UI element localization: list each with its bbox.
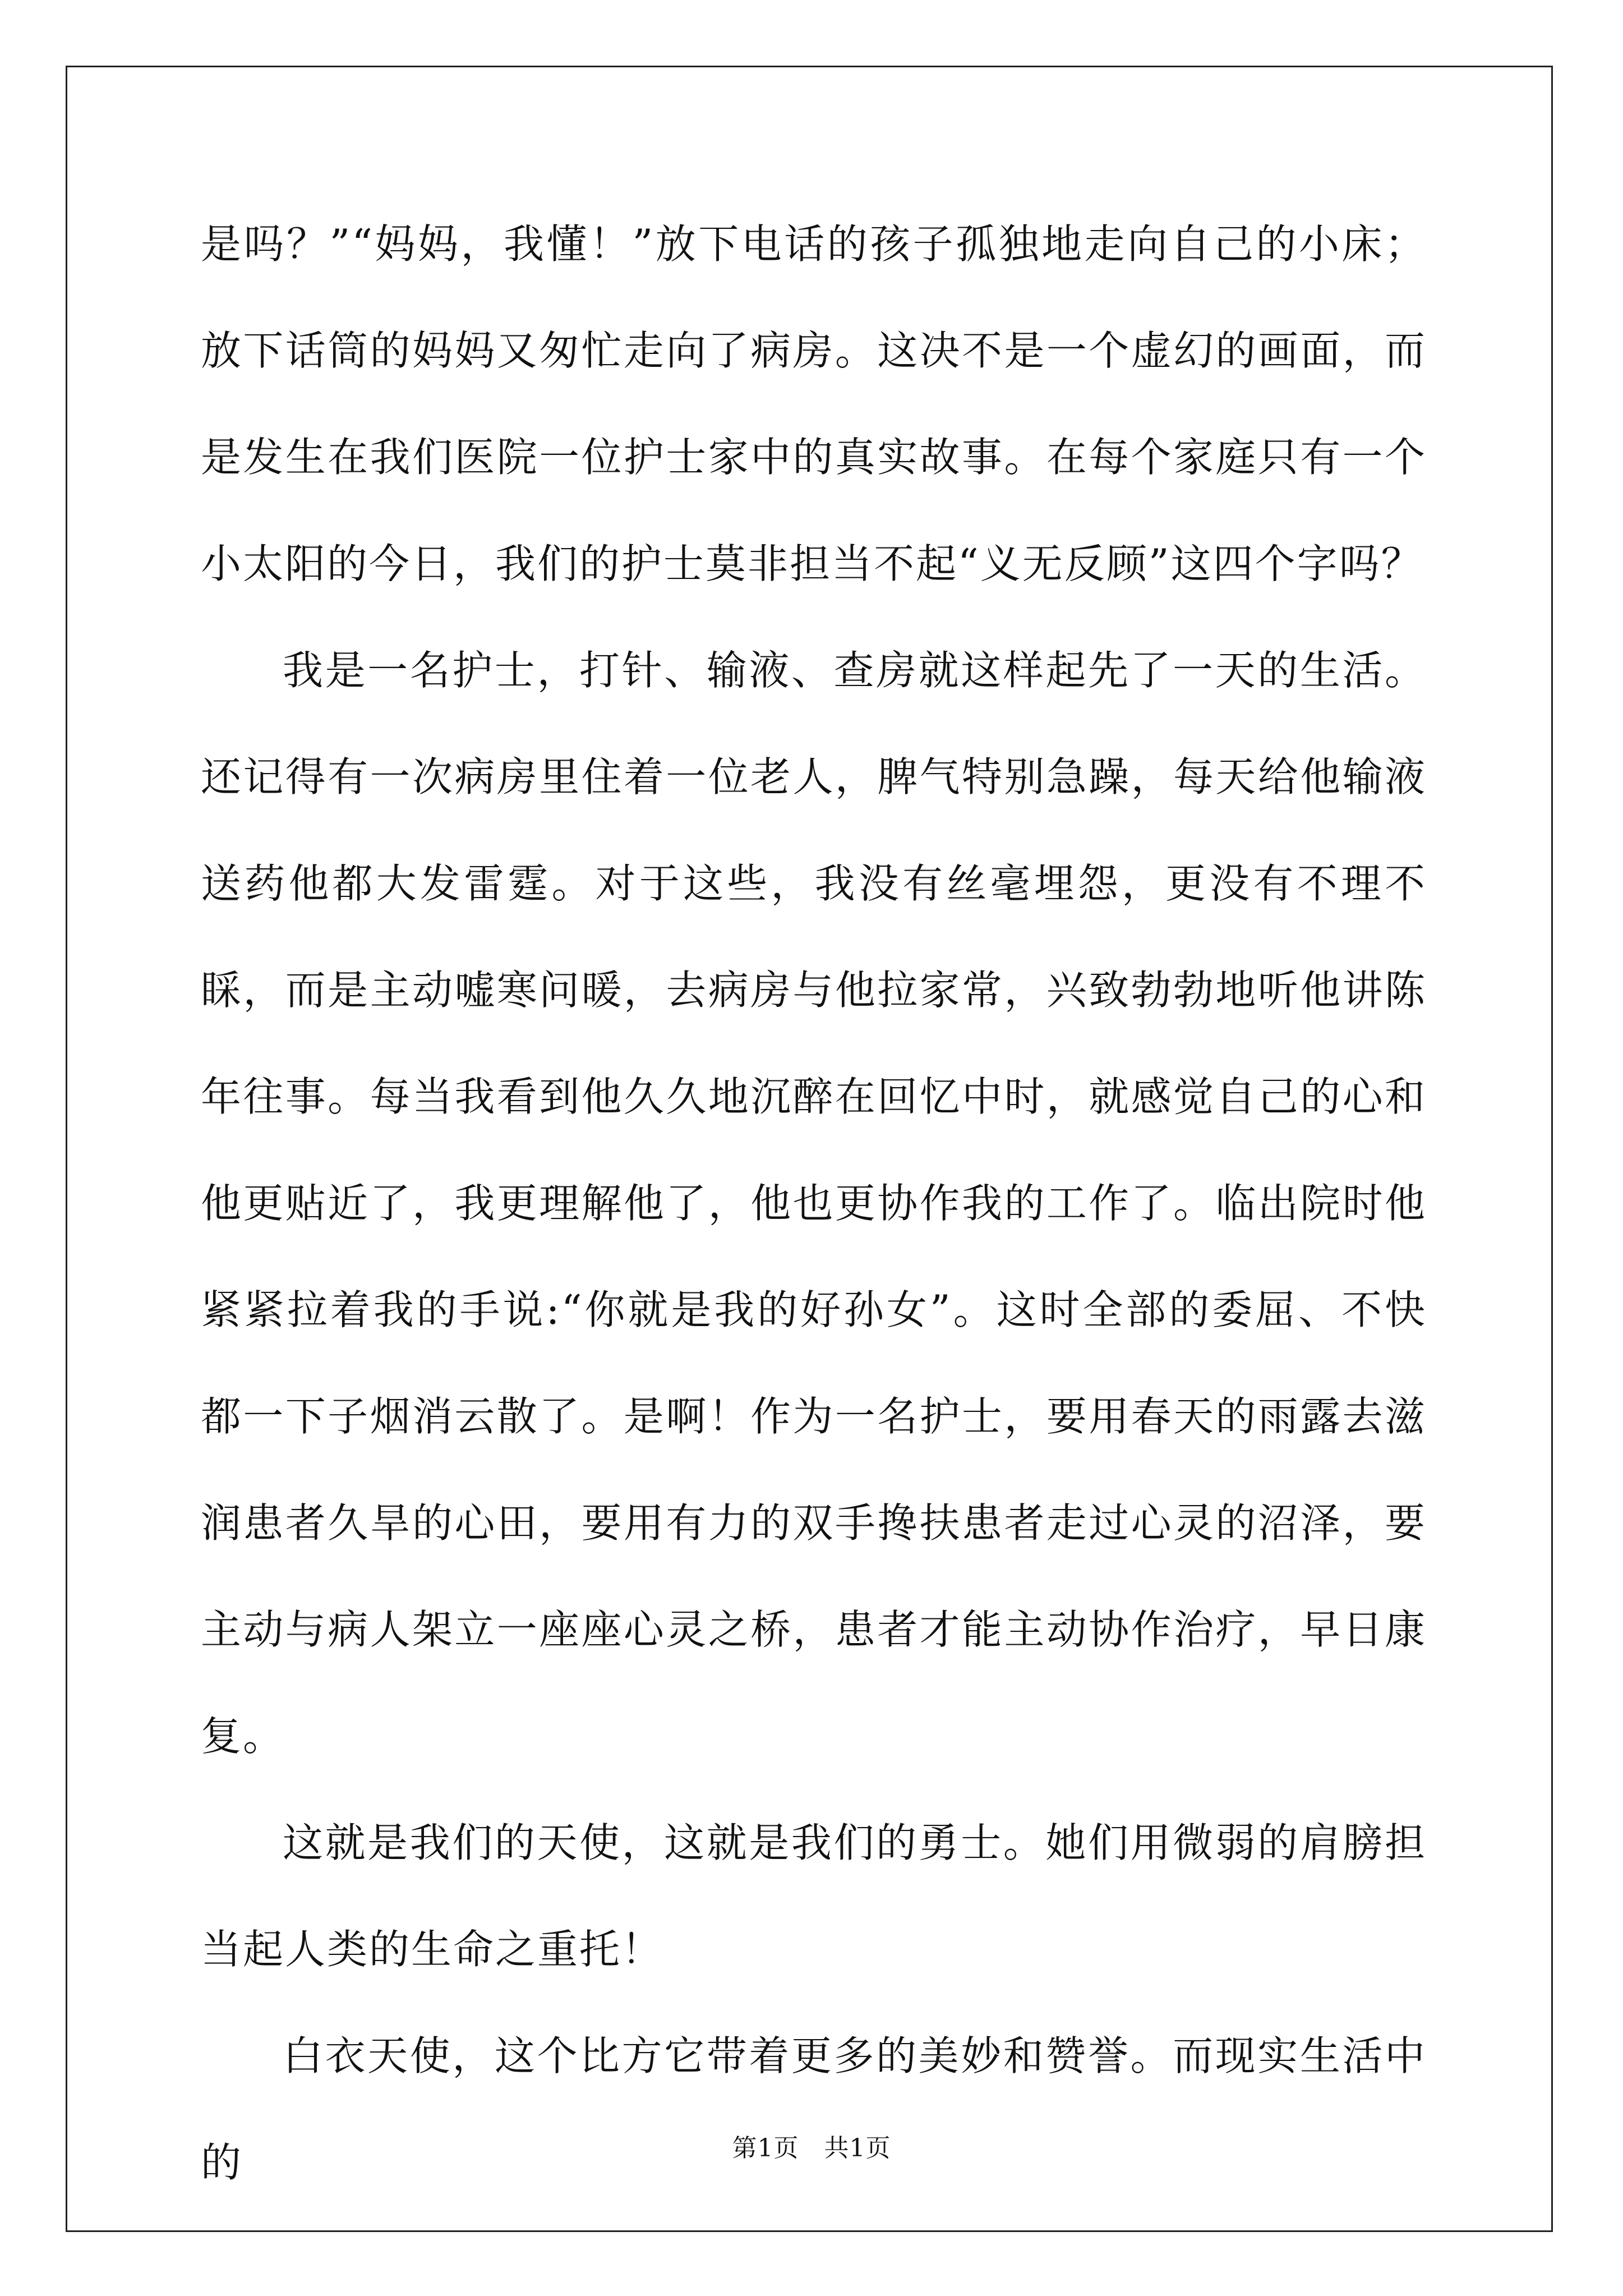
page-footer: 第1页 共1页 xyxy=(732,2134,891,2162)
document-body xyxy=(201,191,1427,2216)
paragraph-1: 是吗？”“妈妈，我懂！”放下电话的孩子孤独地走向自己的小床；放下话筒的妈妈又匆忙走向了病房。这决不是一个虚幻的画面，而是发生在我们医院一位护士家中的真实故事。在每个家庭只有一个小太阳的今日，我们的护士莫非担当不起“义无反顾”这四个字吗？ xyxy=(201,220,1427,587)
paragraph-2: 我是一名护士，打针、输液、查房就这样起先了一天的生活。还记得有一次病房里住着一位老人，脾气特别急躁，每天给他输液送药他都大发雷霆。对于这些，我没有丝毫埋怨，更没有不理不睬，而是主动嘘寒问暖，去病房与他拉家常，兴致勃勃地听他讲陈年往事。每当我看到他久久地沉醉在回忆中时，就感觉自己的心和他更贴近了，我更理解他了，他也更协作我的工作了。临出院时他紧紧拉着我的手说:“你就是我的好孙女”。这时全部的委屈、不快都一下子烟消云散了。是啊！作为一名护士，要用春天的雨露去滋润患者久旱的心田，要用有力的双手搀扶患者走过心灵的沼泽，要主动与病人架立一座座心灵之桥，患者才能主动协作治疗，早日康复。 xyxy=(201,647,1427,1760)
paragraph-3: 这就是我们的天使，这就是我们的勇士。她们用微弱的肩膀担当起人类的生命之重托！ xyxy=(201,1819,1427,1973)
paragraph-4: 白衣天使，这个比方它带着更多的美妙和赞誉。而现实生活中的 xyxy=(201,2032,1427,2186)
